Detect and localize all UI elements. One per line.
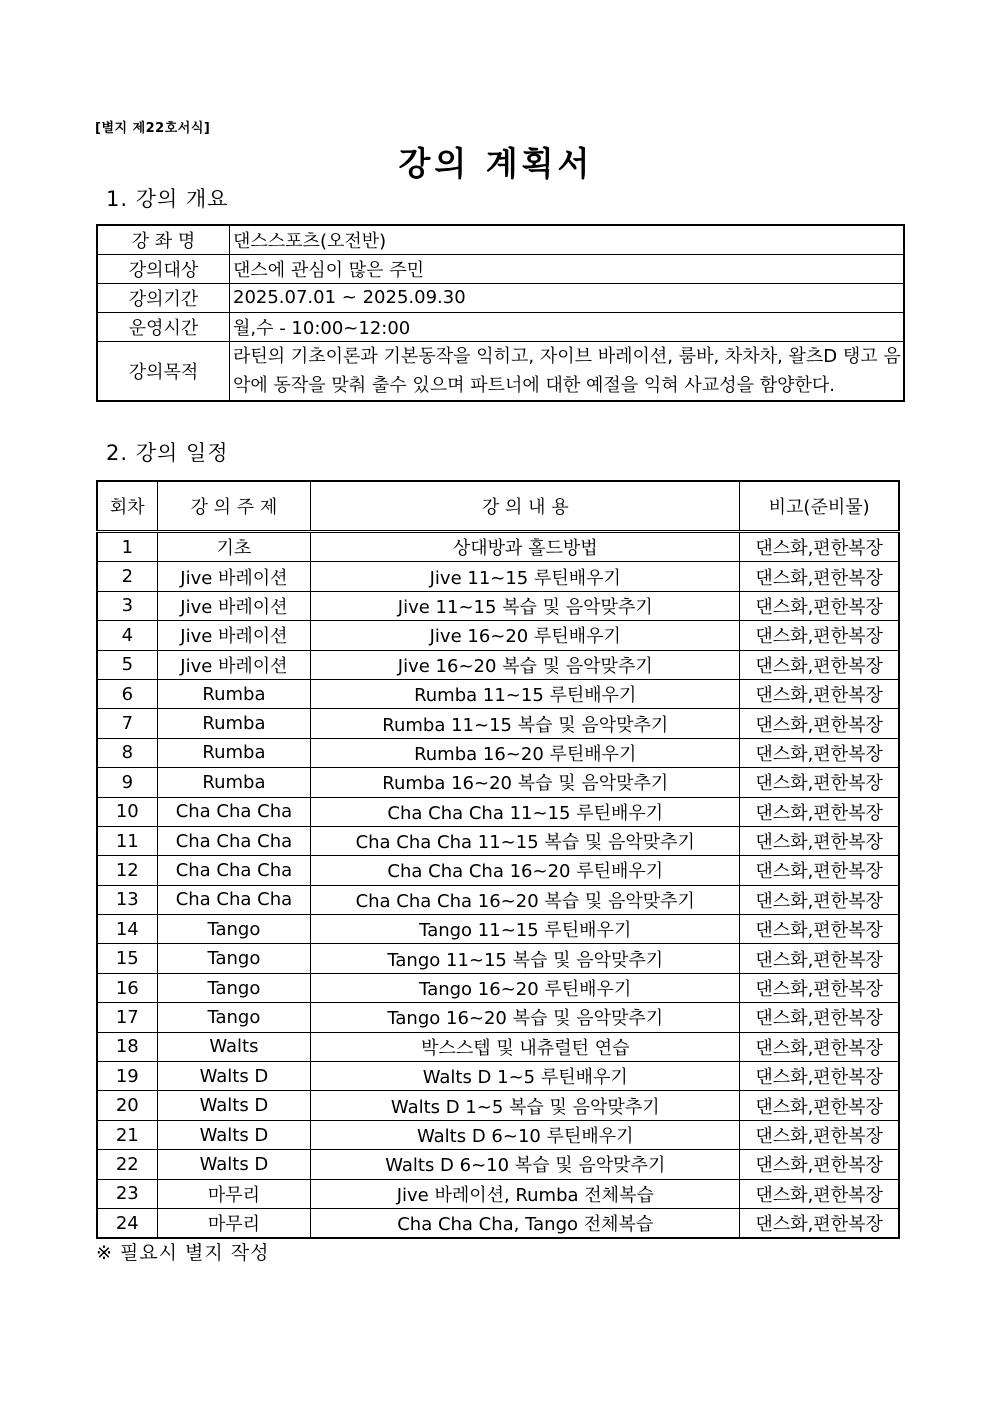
content-cell: Walts D 1~5 복습 및 음악맞추기	[311, 1091, 740, 1120]
session-no-cell: 11	[97, 826, 157, 855]
session-no-cell: 12	[97, 856, 157, 885]
note-cell: 댄스화,편한복장	[740, 1032, 899, 1061]
content-cell: Walts D 1~5 루틴배우기	[311, 1062, 740, 1091]
table-row	[97, 973, 899, 1002]
note-cell: 댄스화,편한복장	[740, 826, 899, 855]
topic-cell: Rumba	[157, 768, 311, 797]
overview-value-course-name: 댄스스포츠(오전반)	[230, 225, 905, 254]
overview-label-purpose: 강의목적	[97, 341, 230, 401]
note-cell: 댄스화,편한복장	[740, 856, 899, 885]
note-cell: 댄스화,편한복장	[740, 709, 899, 738]
content-cell: Tango 11~15 복습 및 음악맞추기	[311, 944, 740, 973]
topic-cell: 마무리	[157, 1179, 311, 1208]
overview-label-course-name: 강 좌 명	[97, 225, 230, 254]
topic-cell: Walts D	[157, 1120, 311, 1149]
note-cell: 댄스화,편한복장	[740, 679, 899, 708]
header-session-no: 회차	[97, 481, 157, 532]
content-cell: Rumba 16~20 복습 및 음악맞추기	[311, 768, 740, 797]
note-cell: 댄스화,편한복장	[740, 1150, 899, 1179]
topic-cell: Walts D	[157, 1091, 311, 1120]
table-row	[97, 1150, 899, 1179]
session-no-cell: 15	[97, 944, 157, 973]
note-cell: 댄스화,편한복장	[740, 973, 899, 1002]
note-cell: 댄스화,편한복장	[740, 944, 899, 973]
session-no-cell: 17	[97, 1003, 157, 1032]
overview-row	[97, 341, 904, 401]
session-no-cell: 2	[97, 562, 157, 591]
schedule-section-title: 2. 강의 일정	[106, 441, 229, 465]
header-note: 비고(준비물)	[740, 481, 899, 532]
session-no-cell: 6	[97, 679, 157, 708]
note-cell: 댄스화,편한복장	[740, 1062, 899, 1091]
content-cell: Jive 11~15 루틴배우기	[311, 562, 740, 591]
table-row	[97, 621, 899, 650]
note-cell: 댄스화,편한복장	[740, 915, 899, 944]
content-cell: Jive 16~20 루틴배우기	[311, 621, 740, 650]
topic-cell: 기초	[157, 532, 311, 562]
session-no-cell: 3	[97, 591, 157, 620]
table-row	[97, 650, 899, 679]
overview-row	[97, 283, 904, 312]
overview-value-period: 2025.07.01 ~ 2025.09.30	[230, 283, 905, 312]
overview-row	[97, 254, 904, 283]
content-cell: Jive 16~20 복습 및 음악맞추기	[311, 650, 740, 679]
session-no-cell: 1	[97, 532, 157, 562]
note-cell: 댄스화,편한복장	[740, 1179, 899, 1208]
topic-cell: Jive 바레이션	[157, 650, 311, 679]
overview-table	[96, 224, 905, 402]
topic-cell: Tango	[157, 944, 311, 973]
note-cell: 댄스화,편한복장	[740, 562, 899, 591]
note-cell: 댄스화,편한복장	[740, 768, 899, 797]
table-row	[97, 679, 899, 708]
table-row	[97, 1062, 899, 1091]
note-cell: 댄스화,편한복장	[740, 738, 899, 767]
note-cell: 댄스화,편한복장	[740, 1120, 899, 1149]
note-cell: 댄스화,편한복장	[740, 532, 899, 562]
table-row	[97, 944, 899, 973]
content-cell: Rumba 16~20 루틴배우기	[311, 738, 740, 767]
content-cell: Cha Cha Cha 11~15 루틴배우기	[311, 797, 740, 826]
topic-cell: Rumba	[157, 679, 311, 708]
topic-cell: Cha Cha Cha	[157, 885, 311, 914]
note-cell: 댄스화,편한복장	[740, 885, 899, 914]
session-no-cell: 21	[97, 1120, 157, 1149]
table-row	[97, 856, 899, 885]
session-no-cell: 14	[97, 915, 157, 944]
note-cell: 댄스화,편한복장	[740, 1208, 899, 1238]
footnote: ※ 필요시 별지 작성	[96, 1242, 270, 1264]
content-cell: Tango 16~20 루틴배우기	[311, 973, 740, 1002]
session-no-cell: 18	[97, 1032, 157, 1061]
session-no-cell: 20	[97, 1091, 157, 1120]
table-row	[97, 1179, 899, 1208]
topic-cell: Jive 바레이션	[157, 591, 311, 620]
content-cell: Cha Cha Cha 16~20 루틴배우기	[311, 856, 740, 885]
overview-row	[97, 312, 904, 341]
note-cell: 댄스화,편한복장	[740, 650, 899, 679]
content-cell: Walts D 6~10 복습 및 음악맞추기	[311, 1150, 740, 1179]
table-row	[97, 1091, 899, 1120]
content-cell: Jive 바레이션, Rumba 전체복습	[311, 1179, 740, 1208]
overview-label-target: 강의대상	[97, 254, 230, 283]
content-cell: Rumba 11~15 루틴배우기	[311, 679, 740, 708]
overview-value-purpose: 라틴의 기초이론과 기본동작을 익히고, 자이브 바레이션, 룸바, 차차차, 왈츠D 탱고 음악에 동작을 맞춰 출수 있으며 파트너에 대한 예절을 익혀 사교성을 함양한다.	[230, 341, 905, 401]
table-row	[97, 738, 899, 767]
overview-value-hours: 월,수 - 10:00~12:00	[230, 312, 905, 341]
content-cell: Cha Cha Cha 16~20 복습 및 음악맞추기	[311, 885, 740, 914]
note-cell: 댄스화,편한복장	[740, 1091, 899, 1120]
header-content: 강 의 내 용	[311, 481, 740, 532]
topic-cell: Jive 바레이션	[157, 621, 311, 650]
header-topic: 강 의 주 제	[157, 481, 311, 532]
table-row	[97, 768, 899, 797]
content-cell: Jive 11~15 복습 및 음악맞추기	[311, 591, 740, 620]
content-cell: 상대방과 홀드방법	[311, 532, 740, 562]
topic-cell: Rumba	[157, 738, 311, 767]
topic-cell: 마무리	[157, 1208, 311, 1238]
content-cell: Tango 11~15 루틴배우기	[311, 915, 740, 944]
overview-label-hours: 운영시간	[97, 312, 230, 341]
session-no-cell: 5	[97, 650, 157, 679]
topic-cell: Cha Cha Cha	[157, 797, 311, 826]
note-cell: 댄스화,편한복장	[740, 1003, 899, 1032]
session-no-cell: 22	[97, 1150, 157, 1179]
topic-cell: Cha Cha Cha	[157, 856, 311, 885]
table-row	[97, 885, 899, 914]
topic-cell: Tango	[157, 1003, 311, 1032]
topic-cell: Walts D	[157, 1062, 311, 1091]
session-no-cell: 4	[97, 621, 157, 650]
table-row	[97, 826, 899, 855]
topic-cell: Rumba	[157, 709, 311, 738]
content-cell: Cha Cha Cha 11~15 복습 및 음악맞추기	[311, 826, 740, 855]
table-row	[97, 1003, 899, 1032]
session-no-cell: 7	[97, 709, 157, 738]
session-no-cell: 19	[97, 1062, 157, 1091]
schedule-header-row	[97, 481, 899, 532]
note-cell: 댄스화,편한복장	[740, 591, 899, 620]
table-row	[97, 1208, 899, 1238]
session-no-cell: 16	[97, 973, 157, 1002]
topic-cell: Cha Cha Cha	[157, 826, 311, 855]
overview-row	[97, 225, 904, 254]
topic-cell: Walts D	[157, 1150, 311, 1179]
note-cell: 댄스화,편한복장	[740, 797, 899, 826]
topic-cell: Walts	[157, 1032, 311, 1061]
content-cell: Tango 16~20 복습 및 음악맞추기	[311, 1003, 740, 1032]
session-no-cell: 8	[97, 738, 157, 767]
document-title: 강의 계획서	[398, 144, 594, 183]
schedule-body	[97, 532, 899, 1239]
table-row	[97, 915, 899, 944]
content-cell: 박스스텝 및 내츄럴턴 연습	[311, 1032, 740, 1061]
overview-section-title: 1. 강의 개요	[106, 187, 229, 211]
table-row	[97, 1032, 899, 1061]
session-no-cell: 13	[97, 885, 157, 914]
session-no-cell: 24	[97, 1208, 157, 1238]
content-cell: Walts D 6~10 루틴배우기	[311, 1120, 740, 1149]
session-no-cell: 10	[97, 797, 157, 826]
content-cell: Rumba 11~15 복습 및 음악맞추기	[311, 709, 740, 738]
session-no-cell: 23	[97, 1179, 157, 1208]
overview-label-period: 강의기간	[97, 283, 230, 312]
topic-cell: Tango	[157, 973, 311, 1002]
topic-cell: Tango	[157, 915, 311, 944]
table-row	[97, 797, 899, 826]
table-row	[97, 532, 899, 562]
table-row	[97, 591, 899, 620]
table-row	[97, 709, 899, 738]
content-cell: Cha Cha Cha, Tango 전체복습	[311, 1208, 740, 1238]
form-number-label: [별지 제22호서식]	[95, 121, 211, 136]
topic-cell: Jive 바레이션	[157, 562, 311, 591]
schedule-table	[96, 480, 900, 1239]
session-no-cell: 9	[97, 768, 157, 797]
overview-value-target: 댄스에 관심이 많은 주민	[230, 254, 905, 283]
table-row	[97, 1120, 899, 1149]
note-cell: 댄스화,편한복장	[740, 621, 899, 650]
table-row	[97, 562, 899, 591]
